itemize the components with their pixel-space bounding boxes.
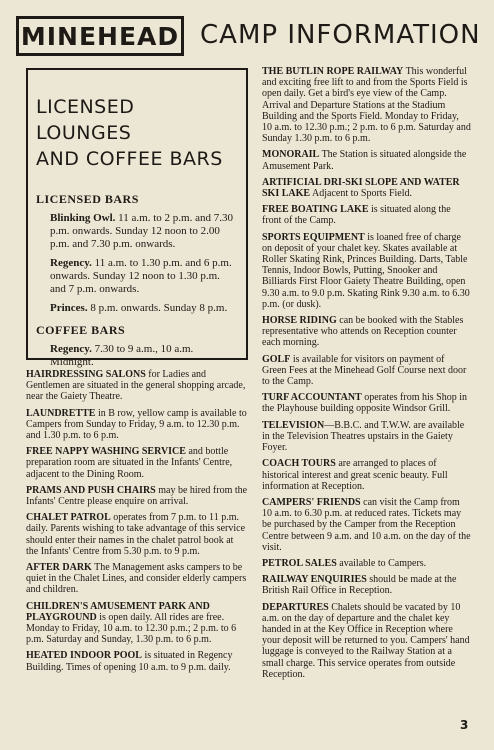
entry-title: RAILWAY ENQUIRIES: [262, 574, 367, 586]
entry-text: Chalets should be vacated by 10 a.m. on the day of departure and the chalet key handed in at the Key Office in Reception where your deposit will be returned to you. Campers' hand luggage is conveyed to the Railway Station at a small charge. This service operates from outside Reception.: [262, 601, 470, 680]
bar-entry: [50, 343, 236, 369]
entry-title: TURF ACCOUNTANT: [262, 392, 362, 404]
licensed-bars-list: [36, 212, 236, 315]
bars-box-title: [36, 94, 236, 172]
page-number: 3: [460, 718, 469, 732]
entry-text: —B.B.C. and T.W.W. are available in the Television Theatres upstairs in the Gaiety Foyer.: [262, 419, 465, 454]
info-entry: [262, 177, 471, 199]
info-entry: [262, 497, 471, 553]
entry-text: for Ladies and Gentlemen are situated in the general shopping arcade, near the Gaiety Theatre.: [26, 369, 246, 403]
entry-title: GOLF: [262, 353, 291, 365]
coffee-bars-list: [36, 343, 236, 369]
entry-title: FREE NAPPY WASHING SERVICE: [26, 446, 186, 458]
entry-text: is open daily. All rides are free. Monday to Friday, 10 a.m. to 12.30 p.m.; 2 p.m. to 6 p.m. Saturday and Sunday, 1.30 p.m. to 6 p.m.: [26, 611, 237, 646]
place-name: MINEHEAD: [20, 21, 180, 51]
entry-text: operates from his Shop in the Playhouse building opposite Windsor Grill.: [262, 392, 467, 415]
licensed-bars-heading: LICENSED BARS: [36, 192, 139, 206]
info-entry: [262, 149, 471, 171]
info-entry: [262, 558, 471, 569]
info-entry: [26, 601, 248, 646]
entry-text: The Station is situated alongside the Amusement Park.: [262, 149, 467, 172]
bar-name: Regency.: [50, 343, 92, 355]
bar-entry: [50, 212, 236, 251]
info-entry: [262, 315, 471, 349]
info-entry: [26, 512, 248, 557]
page-header: [16, 10, 482, 60]
entry-text: is situated in Regency Building. Times of opening 10 a.m. to 9 p.m. daily.: [26, 650, 233, 673]
entry-text: The Management asks campers to be quiet in the Chalet Lines, and consider elderly campers and children.: [26, 562, 247, 596]
info-entry: [26, 562, 248, 596]
entry-title: CHILDREN'S AMUSEMENT PARK AND PLAYGROUND: [26, 600, 210, 623]
info-entry: [262, 420, 471, 454]
bar-entry: [50, 257, 236, 296]
entry-title: CHALET PATROL: [26, 512, 111, 524]
entry-title: HEATED INDOOR POOL: [26, 650, 142, 662]
bar-name: Blinking Owl.: [50, 212, 116, 224]
info-entry: [262, 458, 471, 492]
entry-text: in B row, yellow camp is available to Campers from Sunday to Friday, 9 a.m. to 12.30 p.m. and 1.30 p.m. to 6 p.m.: [26, 407, 247, 442]
entry-text: operates from 7 p.m. to 11 p.m. daily. Parents wishing to take advantage of this service should enter their names in the chalet patrol book at the Infants' Centre from 5.30 p.m. to 9 p.m.: [26, 512, 246, 557]
bar-hours: 7.30 to 9 a.m., 10 a.m. Midnight.: [50, 343, 194, 368]
entry-text: can visit the Camp from 10 a.m. to 6.30 p.m. at reduced rates. Tickets may be purchased by the Camper from the Reception Centre between 9 a.m. and 10 a.m. on the day of the visit.: [262, 496, 471, 553]
entry-text: may be hired from the Infants' Centre please enquire on arrival.: [26, 484, 248, 508]
info-entry: [262, 232, 471, 310]
info-entry: [26, 650, 248, 672]
entry-text: This wonderful and exciting free lift to and from the Sports Field is open daily. Get a bird's eye view of the Camp. Arrival and Departure Stations at the Stadium Building and the Sports Field. Monday to Friday, 10 a.m. to 12.30 p.m.; 2 p.m. to 6 p.m. Saturday and Sunday 1.30 p.m. to 6 p.m.: [262, 66, 471, 145]
left-column: [26, 68, 248, 678]
entry-title: COACH TOURS: [262, 458, 336, 470]
coffee-bars-heading: COFFEE BARS: [36, 323, 126, 337]
entry-title: HAIRDRESSING SALONS: [26, 369, 146, 380]
entry-title: HORSE RIDING: [262, 315, 337, 327]
left-info-list: [26, 369, 248, 673]
entry-title: PETROL SALES: [262, 557, 337, 569]
info-entry: [262, 392, 471, 414]
entry-text: and bottle preparation room are situated in the Infants' Centre, adjacent to the Dining Room.: [26, 446, 233, 480]
entry-text: should be made at the British Rail Office in Reception.: [262, 574, 457, 597]
licensed-lounges-box: [26, 68, 248, 368]
bars-title-line-2: AND COFFEE BARS: [36, 148, 223, 170]
info-entry: [26, 369, 248, 403]
info-entry: [26, 408, 248, 442]
right-info-list: [262, 66, 471, 680]
entry-title: CAMPERS' FRIENDS: [262, 496, 361, 508]
entry-title: ARTIFICIAL DRI-SKI SLOPE AND WATER SKI LAKE: [262, 176, 460, 200]
bar-entry: [50, 302, 236, 315]
entry-title: LAUNDRETTE: [26, 407, 96, 419]
info-entry: [26, 446, 248, 480]
entry-text: is situated along the front of the Camp.: [262, 204, 451, 227]
info-entry: [262, 66, 471, 144]
entry-text: available to Campers.: [339, 557, 427, 569]
entry-title: THE BUTLIN ROPE RAILWAY: [262, 66, 404, 77]
entry-text: can be booked with the Stables representative who attends on Reception counter each morning.: [262, 315, 464, 349]
entry-title: MONORAIL: [262, 149, 320, 161]
info-entry: [262, 204, 471, 226]
entry-title: TELEVISION: [262, 419, 325, 431]
entry-text: is available for visitors on payment of Green Fees at the Minehead Golf Course next door to the Camp.: [262, 353, 467, 388]
entry-title: FREE BOATING LAKE: [262, 204, 369, 216]
entry-title: DEPARTURES: [262, 601, 329, 613]
bar-name: Regency.: [50, 257, 92, 269]
entry-title: SPORTS EQUIPMENT: [262, 231, 365, 243]
minehead-title-box: [16, 16, 184, 56]
bar-hours: 11 a.m. to 2 p.m. and 7.30 p.m. onwards. Sunday 12 noon to 2.00 p.m. and 7.30 p.m. onwards.: [50, 212, 233, 250]
bar-hours: 8 p.m. onwards. Sunday 8 p.m.: [90, 302, 228, 314]
page-title: CAMP INFORMATION: [200, 20, 481, 50]
bar-hours: 11 a.m. to 1.30 p.m. and 6 p.m. onwards. Sunday 12 noon to 1.30 p.m. and 7 p.m. onwards.: [50, 257, 232, 295]
entry-text: Adjacent to Sports Field.: [312, 188, 413, 200]
info-entry: [262, 574, 471, 596]
entry-title: AFTER DARK: [26, 562, 92, 574]
entry-text: are arranged to places of historical interest and great scenic beauty. Full information at Reception.: [262, 458, 448, 492]
info-entry: [26, 485, 248, 507]
info-entry: [262, 602, 471, 680]
bars-title-line-1: LICENSED LOUNGES: [36, 96, 135, 144]
info-entry: [262, 354, 471, 388]
right-column: [262, 66, 471, 685]
entry-text: is loaned free of charge on deposit of your chalet key. Skates available at Roller Skating Rink, Princes Building. Darts, Table Tennis, Indoor Bowls, Putting, Snooker and Billiards First Floor Gaiety Theatre Building, open 9.30 a.m. to 9.0 p.m. Skating Rink 9.30 a.m. to 6.30 p.m. (or dusk).: [262, 231, 470, 310]
bar-name: Princes.: [50, 302, 88, 314]
entry-title: PRAMS AND PUSH CHAIRS: [26, 484, 156, 496]
